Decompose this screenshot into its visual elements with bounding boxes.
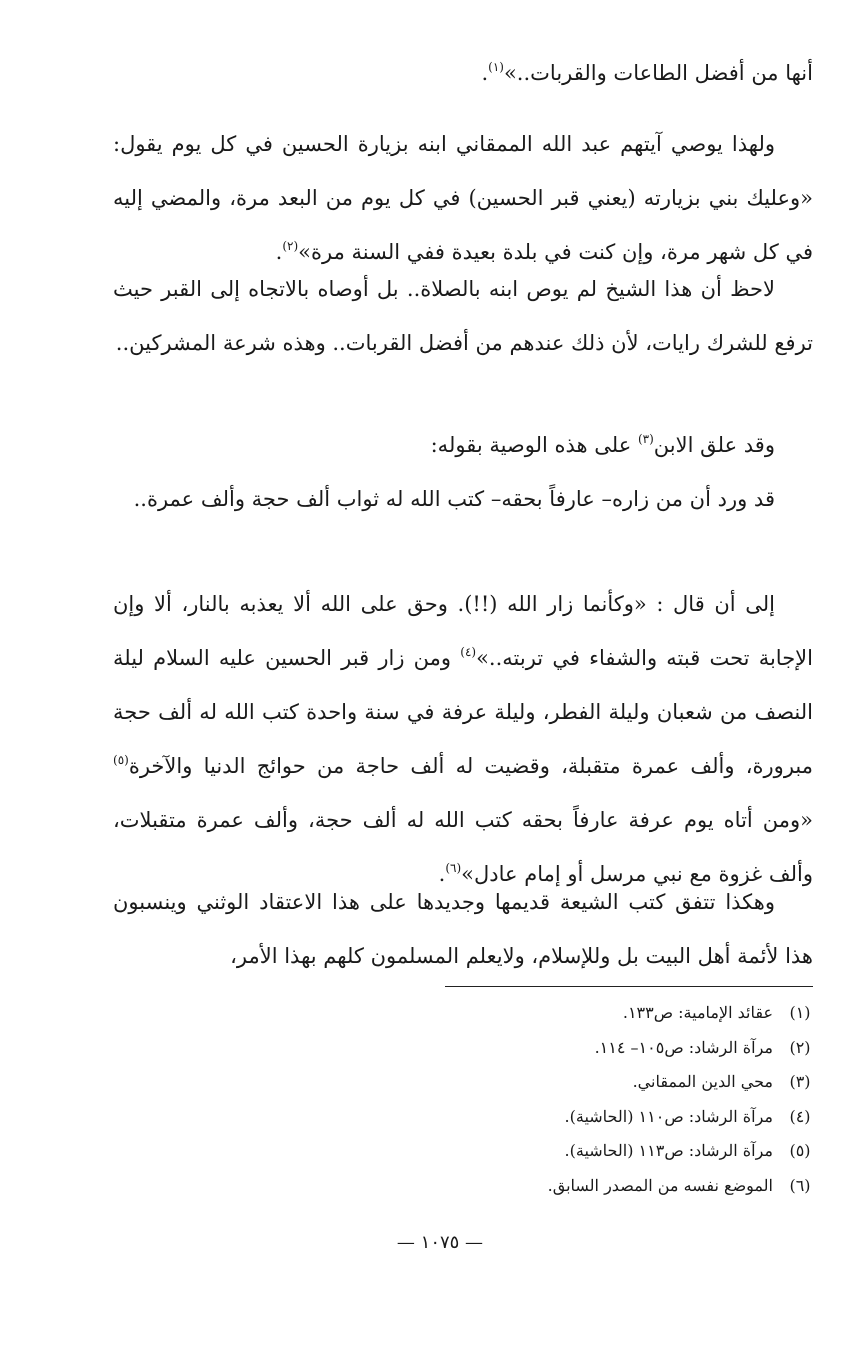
paragraph-4 [113, 418, 813, 472]
paragraph-6 [113, 577, 813, 901]
paragraph-6-tail: . [438, 862, 446, 886]
paragraph-2-tail: . [275, 240, 283, 264]
paragraph-2 [113, 117, 813, 279]
paragraph-6-part-1: إلى أن قال : «وكأنما زار الله (!!). وحق على الله ألا يعذبه بالنار، ألا وإن الإجابة تحت قبته والشفاء في تربته..» [113, 592, 813, 670]
footnote-separator [445, 986, 813, 987]
paragraph-6-part-2: ومن زار قبر الحسين عليه السلام ليلة النصف من شعبان وليلة الفطر، وليلة عرفة في سنة واحدة كتب الله له ألف حجة مبرورة، وألف عمرة متقبلة، وقضيت له ألف حاجة من حوائج الدنيا والآخرة [113, 646, 813, 778]
footnote-5 [319, 1134, 819, 1169]
paragraph-5 [113, 472, 813, 526]
footnote-number: (٣) [789, 1072, 811, 1091]
footnote-number: (٢) [789, 1037, 811, 1057]
paragraph-4-before: وقد علق الابن [653, 433, 775, 457]
footnote-1 [319, 996, 819, 1031]
paragraph-5-text: قد ورد أن من زاره– عارفاً بحقه– كتب الله له ثواب ألف حجة وألف عمرة.. [133, 487, 775, 511]
footnote-number: (٤) [789, 1106, 811, 1126]
paragraph-7-text: وهكذا تتفق كتب الشيعة قديمها وجديدها على هذا الاعتقاد الوثني وينسبون هذا لأئمة أهل البيت بل وللإسلام، ولايعلم المسلمون كلهم بهذا الأمر، [113, 890, 813, 968]
paragraph-4-after: على هذه الوصية بقوله: [430, 433, 638, 457]
footnote-text: مرآة الرشاد: ص١٠٥– ١١٤. [594, 1037, 773, 1057]
footnote-number: (١) [789, 1003, 811, 1022]
footnote-number: (٥) [789, 1141, 811, 1160]
paragraph-2-text: ولهذا يوصي آيتهم عبد الله الممقاني ابنه بزيارة الحسين في كل يوم يقول: «وعليك بني بزيارته (يعني قبر الحسين) في كل يوم من البعد مرة، والمضي إليه في كل شهر مرة، وإن كنت في بلدة بعيدة ففي السنة مرة» [113, 132, 813, 264]
paragraph-1 [113, 46, 813, 100]
paragraph-3 [113, 262, 813, 370]
footnote-ref-3: (٣) [637, 432, 654, 446]
paragraph-7 [113, 875, 813, 983]
footnote-3 [319, 1065, 819, 1100]
footnote-6 [319, 1169, 819, 1204]
footnote-number: (٦) [789, 1175, 811, 1195]
paragraph-1-text: أنها من أفضل الطاعات والقربات..» [503, 61, 813, 85]
paragraph-3-text: لاحظ أن هذا الشيخ لم يوص ابنه بالصلاة.. بل أوصاه بالاتجاه إلى القبر حيث ترفع للشرك رايات، لأن ذلك عندهم من أفضل القربات.. وهذه شرعة المشركين.. [113, 277, 813, 355]
footnote-4 [319, 1100, 819, 1135]
page-number: — ١٠٧٥ — [396, 1232, 484, 1253]
footnote-ref-1: (١) [488, 60, 504, 74]
footnote-text: الموضع نفسه من المصدر السابق. [547, 1175, 773, 1195]
footnote-text: عقائد الإمامية: ص١٣٣. [622, 1003, 773, 1022]
footnote-ref-6: (٦) [445, 861, 462, 875]
footnote-2 [319, 1031, 819, 1066]
footnote-text: مرآة الرشاد: ص١١٣ (الحاشية). [564, 1141, 773, 1160]
footnote-ref-4: (٤) [460, 645, 477, 659]
paragraph-6-part-3: «ومن أتاه يوم عرفة عارفاً بحقه كتب الله له ألف حجة، وألف عمرة متقبلات، وألف غزوة مع نبي مرسل أو إمام عادل» [113, 808, 814, 886]
footnote-ref-2: (٢) [282, 239, 299, 253]
footnote-ref-5: (٥) [113, 753, 129, 767]
footnote-text: مرآة الرشاد: ص١١٠ (الحاشية). [564, 1106, 773, 1126]
footnotes-list [319, 996, 819, 1203]
paragraph-1-tail: . [481, 61, 489, 85]
footnote-text: محي الدين الممقاني. [632, 1072, 773, 1091]
